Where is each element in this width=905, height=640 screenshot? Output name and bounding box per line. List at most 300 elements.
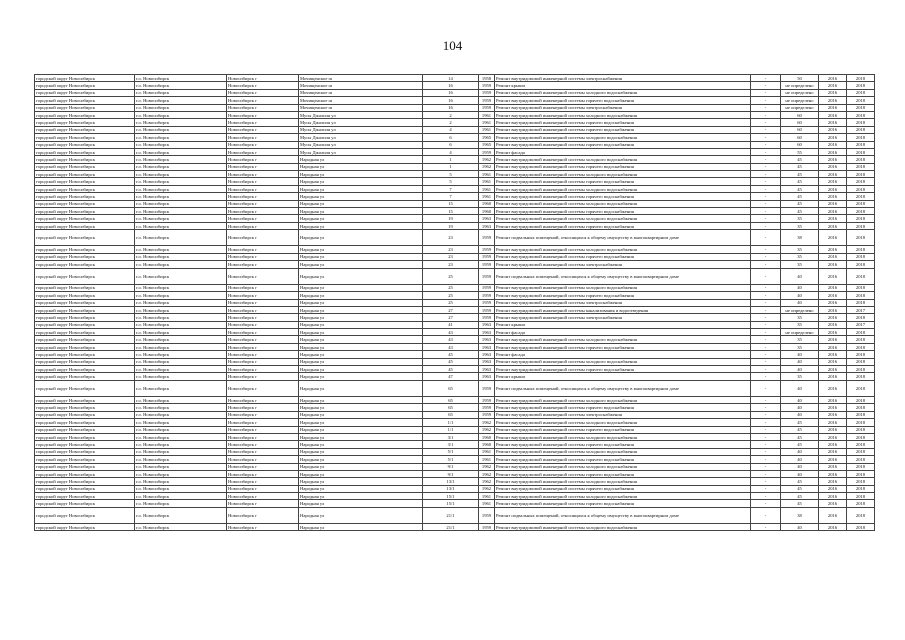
- cell-work-type: Ремонт внутридомовой инженерной системы холодного водоснабжения: [495, 448, 751, 455]
- cell-year-built: 1959: [479, 284, 495, 291]
- cell-street: Народная ул: [299, 419, 423, 426]
- cell-settlement: г.о. Новосибирск: [135, 411, 227, 418]
- cell-cost: не определено: [781, 329, 819, 336]
- table-row: [35, 208, 875, 215]
- cell-settlement: г.о. Новосибирск: [135, 284, 227, 291]
- cell-year-start: 2016: [819, 178, 847, 185]
- cell-year-end: 2018: [847, 97, 875, 104]
- cell-cost: 35: [781, 343, 819, 350]
- cell-cost: 40: [781, 456, 819, 463]
- cell-house-number: 47: [423, 373, 479, 380]
- cell-year-end: 2018: [847, 253, 875, 260]
- cell-cost: 45: [781, 178, 819, 185]
- cell-street: Народная ул: [299, 366, 423, 373]
- cell-dash: -: [751, 82, 781, 89]
- cell-work-type: Ремонт внутридомовой инженерной системы холодного водоснабжения: [495, 493, 751, 500]
- cell-work-type: Ремонт крыши: [495, 373, 751, 380]
- cell-year-end: 2018: [847, 185, 875, 192]
- cell-municipality: городской округ Новосибирск: [35, 380, 135, 396]
- cell-house-number: 2: [423, 119, 479, 126]
- cell-city: Новосибирск г: [227, 292, 299, 299]
- table-row: [35, 171, 875, 178]
- cell-municipality: городской округ Новосибирск: [35, 448, 135, 455]
- cell-dash: -: [751, 292, 781, 299]
- cell-year-built: 1961: [479, 178, 495, 185]
- cell-cost: 35: [781, 261, 819, 268]
- cell-street: Мусы Джалиля ул: [299, 141, 423, 148]
- cell-year-start: 2016: [819, 163, 847, 170]
- cell-street: Народная ул: [299, 299, 423, 306]
- cell-year-built: 1959: [479, 380, 495, 396]
- cell-cost: 45: [781, 193, 819, 200]
- cell-municipality: городской округ Новосибирск: [35, 185, 135, 192]
- cell-work-type: Ремонт подвальных помещений, относящихся к общему имуществу в многоквартирном доме: [495, 507, 751, 523]
- cell-work-type: Ремонт фасада: [495, 148, 751, 155]
- cell-year-end: 2018: [847, 156, 875, 163]
- cell-cost: 45: [781, 171, 819, 178]
- table-row: [35, 178, 875, 185]
- cell-municipality: городской округ Новосибирск: [35, 193, 135, 200]
- cell-work-type: Ремонт внутридомовой инженерной системы холодного водоснабжения: [495, 397, 751, 404]
- cell-city: Новосибирск г: [227, 261, 299, 268]
- table-row: [35, 314, 875, 321]
- cell-settlement: г.о. Новосибирск: [135, 185, 227, 192]
- cell-municipality: городской округ Новосибирск: [35, 268, 135, 284]
- cell-year-start: 2016: [819, 292, 847, 299]
- table-row: [35, 148, 875, 155]
- cell-year-built: 1959: [479, 89, 495, 96]
- table-row: [35, 193, 875, 200]
- table-body: [35, 75, 875, 531]
- cell-work-type: Ремонт внутридомовой инженерной системы горячего водоснабжения: [495, 292, 751, 299]
- cell-dash: -: [751, 433, 781, 440]
- cell-city: Новосибирск г: [227, 321, 299, 328]
- cell-municipality: городской округ Новосибирск: [35, 200, 135, 207]
- cell-work-type: Ремонт внутридомовой инженерной системы горячего водоснабжения: [495, 485, 751, 492]
- capital-repair-table: [34, 74, 875, 531]
- cell-municipality: городской округ Новосибирск: [35, 119, 135, 126]
- cell-year-built: 1961: [479, 448, 495, 455]
- cell-house-number: 5/1: [423, 456, 479, 463]
- cell-year-built: 1963: [479, 222, 495, 229]
- cell-municipality: городской округ Новосибирск: [35, 397, 135, 404]
- cell-settlement: г.о. Новосибирск: [135, 246, 227, 253]
- cell-house-number: 6: [423, 134, 479, 141]
- cell-settlement: г.о. Новосибирск: [135, 208, 227, 215]
- cell-street: Народная ул: [299, 156, 423, 163]
- cell-year-built: 1959: [479, 306, 495, 313]
- cell-street: Народная ул: [299, 493, 423, 500]
- cell-settlement: г.о. Новосибирск: [135, 500, 227, 507]
- cell-city: Новосибирск г: [227, 163, 299, 170]
- cell-settlement: г.о. Новосибирск: [135, 397, 227, 404]
- cell-street: Народная ул: [299, 261, 423, 268]
- cell-year-built: 1959: [479, 246, 495, 253]
- cell-year-built: 1963: [479, 351, 495, 358]
- cell-settlement: г.о. Новосибирск: [135, 433, 227, 440]
- cell-house-number: 13/1: [423, 485, 479, 492]
- cell-municipality: городской округ Новосибирск: [35, 178, 135, 185]
- cell-house-number: 1/1: [423, 426, 479, 433]
- cell-city: Новосибирск г: [227, 119, 299, 126]
- cell-cost: 40: [781, 351, 819, 358]
- cell-year-start: 2016: [819, 156, 847, 163]
- cell-year-built: 1959: [479, 97, 495, 104]
- cell-work-type: Ремонт внутридомовой инженерной системы электроснабжения: [495, 104, 751, 111]
- cell-municipality: городской округ Новосибирск: [35, 97, 135, 104]
- cell-house-number: 19: [423, 222, 479, 229]
- cell-year-built: 1961: [479, 119, 495, 126]
- cell-year-start: 2016: [819, 441, 847, 448]
- cell-year-built: 1961: [479, 185, 495, 192]
- cell-street: Народная ул: [299, 507, 423, 523]
- cell-year-end: 2018: [847, 75, 875, 82]
- cell-cost: 45: [781, 185, 819, 192]
- cell-cost: 35: [781, 222, 819, 229]
- cell-year-start: 2016: [819, 397, 847, 404]
- cell-street: Народная ул: [299, 321, 423, 328]
- cell-year-built: 1961: [479, 111, 495, 118]
- cell-dash: -: [751, 493, 781, 500]
- table-row: [35, 246, 875, 253]
- cell-year-end: 2018: [847, 493, 875, 500]
- cell-house-number: 43: [423, 329, 479, 336]
- cell-house-number: 16: [423, 89, 479, 96]
- cell-dash: -: [751, 524, 781, 531]
- cell-year-start: 2016: [819, 314, 847, 321]
- cell-street: Народная ул: [299, 456, 423, 463]
- cell-year-built: 1958: [479, 75, 495, 82]
- cell-street: Народная ул: [299, 336, 423, 343]
- cell-year-built: 1963: [479, 215, 495, 222]
- cell-street: Народная ул: [299, 426, 423, 433]
- cell-municipality: городской округ Новосибирск: [35, 463, 135, 470]
- cell-year-end: 2018: [847, 119, 875, 126]
- cell-work-type: Ремонт внутридомовой инженерной системы горячего водоснабжения: [495, 163, 751, 170]
- cell-house-number: 19: [423, 215, 479, 222]
- cell-work-type: Ремонт внутридомовой инженерной системы электроснабжения: [495, 314, 751, 321]
- cell-year-built: 1962: [479, 485, 495, 492]
- cell-street: Мусы Джалиля ул: [299, 134, 423, 141]
- cell-house-number: 25: [423, 292, 479, 299]
- cell-house-number: 15: [423, 200, 479, 207]
- cell-settlement: г.о. Новосибирск: [135, 470, 227, 477]
- cell-municipality: городской округ Новосибирск: [35, 156, 135, 163]
- cell-municipality: городской округ Новосибирск: [35, 148, 135, 155]
- cell-street: Народная ул: [299, 358, 423, 365]
- cell-street: Народная ул: [299, 230, 423, 246]
- cell-work-type: Ремонт внутридомовой инженерной системы горячего водоснабжения: [495, 141, 751, 148]
- cell-dash: -: [751, 380, 781, 396]
- cell-dash: -: [751, 500, 781, 507]
- cell-city: Новосибирск г: [227, 306, 299, 313]
- cell-dash: -: [751, 321, 781, 328]
- cell-year-start: 2016: [819, 306, 847, 313]
- cell-settlement: г.о. Новосибирск: [135, 456, 227, 463]
- cell-cost: не определено: [781, 104, 819, 111]
- cell-city: Новосибирск г: [227, 148, 299, 155]
- cell-dash: -: [751, 104, 781, 111]
- cell-cost: 60: [781, 134, 819, 141]
- cell-year-built: 1959: [479, 507, 495, 523]
- cell-city: Новосибирск г: [227, 507, 299, 523]
- cell-dash: -: [751, 463, 781, 470]
- cell-year-start: 2016: [819, 104, 847, 111]
- cell-street: Народная ул: [299, 246, 423, 253]
- table-row: [35, 485, 875, 492]
- cell-year-start: 2016: [819, 148, 847, 155]
- cell-year-end: 2018: [847, 329, 875, 336]
- cell-street: Народная ул: [299, 178, 423, 185]
- cell-street: Народная ул: [299, 193, 423, 200]
- cell-dash: -: [751, 89, 781, 96]
- cell-street: Народная ул: [299, 343, 423, 350]
- cell-year-start: 2016: [819, 448, 847, 455]
- cell-year-end: 2018: [847, 507, 875, 523]
- cell-work-type: Ремонт внутридомовой инженерной системы холодного водоснабжения: [495, 200, 751, 207]
- table-row: [35, 321, 875, 328]
- cell-municipality: городской округ Новосибирск: [35, 75, 135, 82]
- cell-year-start: 2016: [819, 208, 847, 215]
- cell-year-end: 2018: [847, 89, 875, 96]
- cell-cost: 45: [781, 200, 819, 207]
- cell-cost: 60: [781, 141, 819, 148]
- cell-house-number: 65: [423, 411, 479, 418]
- cell-cost: 40: [781, 299, 819, 306]
- table-row: [35, 397, 875, 404]
- cell-work-type: Ремонт внутридомовой инженерной системы электроснабжения: [495, 411, 751, 418]
- cell-street: Народная ул: [299, 284, 423, 291]
- cell-house-number: 9/1: [423, 470, 479, 477]
- cell-city: Новосибирск г: [227, 343, 299, 350]
- cell-year-start: 2016: [819, 230, 847, 246]
- cell-year-end: 2018: [847, 397, 875, 404]
- cell-dash: -: [751, 470, 781, 477]
- cell-cost: 35: [781, 215, 819, 222]
- cell-settlement: г.о. Новосибирск: [135, 478, 227, 485]
- table-row: [35, 261, 875, 268]
- cell-city: Новосибирск г: [227, 178, 299, 185]
- cell-house-number: 13/1: [423, 478, 479, 485]
- cell-dash: -: [751, 111, 781, 118]
- cell-city: Новосибирск г: [227, 246, 299, 253]
- cell-city: Новосибирск г: [227, 485, 299, 492]
- cell-municipality: городской округ Новосибирск: [35, 373, 135, 380]
- cell-year-start: 2016: [819, 111, 847, 118]
- cell-work-type: Ремонт внутридомовой инженерной системы горячего водоснабжения: [495, 253, 751, 260]
- cell-house-number: 45: [423, 366, 479, 373]
- cell-dash: -: [751, 404, 781, 411]
- cell-municipality: городской округ Новосибирск: [35, 306, 135, 313]
- cell-year-start: 2016: [819, 134, 847, 141]
- cell-work-type: Ремонт внутридомовой инженерной системы горячего водоснабжения: [495, 343, 751, 350]
- cell-house-number: 1: [423, 163, 479, 170]
- cell-house-number: 23: [423, 261, 479, 268]
- cell-cost: 45: [781, 426, 819, 433]
- cell-house-number: 23: [423, 246, 479, 253]
- cell-year-built: 1962: [479, 163, 495, 170]
- cell-year-built: 1965: [479, 134, 495, 141]
- cell-year-end: 2018: [847, 524, 875, 531]
- cell-year-start: 2016: [819, 463, 847, 470]
- cell-year-end: 2018: [847, 456, 875, 463]
- cell-year-built: 1961: [479, 493, 495, 500]
- cell-year-end: 2018: [847, 178, 875, 185]
- table-row: [35, 470, 875, 477]
- cell-city: Новосибирск г: [227, 193, 299, 200]
- cell-work-type: Ремонт внутридомовой инженерной системы холодного водоснабжения: [495, 215, 751, 222]
- cell-year-start: 2016: [819, 284, 847, 291]
- cell-cost: 35: [781, 336, 819, 343]
- table-row: [35, 134, 875, 141]
- table-row: [35, 351, 875, 358]
- cell-cost: 35: [781, 314, 819, 321]
- cell-municipality: городской округ Новосибирск: [35, 351, 135, 358]
- cell-street: Народная ул: [299, 411, 423, 418]
- cell-house-number: 16: [423, 97, 479, 104]
- cell-dash: -: [751, 426, 781, 433]
- cell-dash: -: [751, 141, 781, 148]
- cell-house-number: 23: [423, 230, 479, 246]
- cell-house-number: 4: [423, 126, 479, 133]
- cell-settlement: г.о. Новосибирск: [135, 524, 227, 531]
- cell-year-end: 2018: [847, 404, 875, 411]
- cell-year-start: 2016: [819, 426, 847, 433]
- cell-year-start: 2016: [819, 456, 847, 463]
- cell-year-end: 2018: [847, 336, 875, 343]
- cell-house-number: 2: [423, 111, 479, 118]
- cell-dash: -: [751, 134, 781, 141]
- cell-city: Новосибирск г: [227, 470, 299, 477]
- cell-dash: -: [751, 448, 781, 455]
- cell-work-type: Ремонт крыши: [495, 82, 751, 89]
- cell-cost: не определено: [781, 97, 819, 104]
- cell-year-built: 1959: [479, 524, 495, 531]
- cell-street: Народная ул: [299, 268, 423, 284]
- cell-work-type: Ремонт внутридомовой инженерной системы электроснабжения: [495, 261, 751, 268]
- cell-work-type: Ремонт внутридомовой инженерной системы горячего водоснабжения: [495, 426, 751, 433]
- cell-year-end: 2018: [847, 284, 875, 291]
- cell-settlement: г.о. Новосибирск: [135, 111, 227, 118]
- cell-year-end: 2018: [847, 314, 875, 321]
- cell-settlement: г.о. Новосибирск: [135, 358, 227, 365]
- cell-work-type: Ремонт внутридомовой инженерной системы холодного водоснабжения: [495, 89, 751, 96]
- cell-street: Мочищенское ш: [299, 104, 423, 111]
- table-row: [35, 292, 875, 299]
- cell-year-end: 2018: [847, 470, 875, 477]
- cell-year-built: 1959: [479, 268, 495, 284]
- cell-year-built: 1960: [479, 208, 495, 215]
- cell-street: Народная ул: [299, 314, 423, 321]
- cell-year-built: 1959: [479, 397, 495, 404]
- cell-street: Народная ул: [299, 185, 423, 192]
- cell-city: Новосибирск г: [227, 141, 299, 148]
- cell-year-end: 2018: [847, 441, 875, 448]
- table-row: [35, 126, 875, 133]
- cell-work-type: Ремонт внутридомовой инженерной системы горячего водоснабжения: [495, 441, 751, 448]
- cell-dash: -: [751, 156, 781, 163]
- cell-year-built: 1963: [479, 336, 495, 343]
- cell-year-start: 2016: [819, 404, 847, 411]
- cell-municipality: городской округ Новосибирск: [35, 246, 135, 253]
- cell-work-type: Ремонт внутридомовой инженерной системы холодного водоснабжения: [495, 433, 751, 440]
- cell-year-end: 2018: [847, 163, 875, 170]
- cell-settlement: г.о. Новосибирск: [135, 366, 227, 373]
- cell-work-type: Ремонт внутридомовой инженерной системы горячего водоснабжения: [495, 366, 751, 373]
- cell-year-built: 1959: [479, 299, 495, 306]
- cell-municipality: городской округ Новосибирск: [35, 478, 135, 485]
- cell-dash: -: [751, 215, 781, 222]
- cell-dash: -: [751, 336, 781, 343]
- cell-city: Новосибирск г: [227, 97, 299, 104]
- cell-municipality: городской округ Новосибирск: [35, 524, 135, 531]
- cell-municipality: городской округ Новосибирск: [35, 456, 135, 463]
- cell-year-end: 2018: [847, 373, 875, 380]
- capital-repair-table-container: [34, 74, 874, 531]
- cell-year-built: 1961: [479, 126, 495, 133]
- cell-street: Народная ул: [299, 200, 423, 207]
- cell-street: Народная ул: [299, 433, 423, 440]
- cell-year-start: 2016: [819, 351, 847, 358]
- cell-work-type: Ремонт внутридомовой инженерной системы канализования и водоотведения: [495, 306, 751, 313]
- cell-municipality: городской округ Новосибирск: [35, 329, 135, 336]
- cell-work-type: Ремонт внутридомовой инженерной системы холодного водоснабжения: [495, 246, 751, 253]
- cell-settlement: г.о. Новосибирск: [135, 89, 227, 96]
- cell-city: Новосибирск г: [227, 284, 299, 291]
- cell-city: Новосибирск г: [227, 500, 299, 507]
- cell-year-start: 2016: [819, 141, 847, 148]
- cell-year-start: 2016: [819, 215, 847, 222]
- table-row: [35, 111, 875, 118]
- cell-house-number: 6: [423, 141, 479, 148]
- cell-year-end: 2018: [847, 141, 875, 148]
- table-row: [35, 366, 875, 373]
- cell-year-start: 2016: [819, 380, 847, 396]
- cell-municipality: городской округ Новосибирск: [35, 366, 135, 373]
- cell-work-type: Ремонт внутридомовой инженерной системы холодного водоснабжения: [495, 358, 751, 365]
- cell-year-built: 1962: [479, 478, 495, 485]
- cell-city: Новосибирск г: [227, 208, 299, 215]
- cell-city: Новосибирск г: [227, 111, 299, 118]
- cell-work-type: Ремонт внутридомовой инженерной системы холодного водоснабжения: [495, 156, 751, 163]
- cell-year-end: 2018: [847, 268, 875, 284]
- cell-street: Мусы Джалиля ул: [299, 148, 423, 155]
- table-row: [35, 82, 875, 89]
- cell-municipality: городской округ Новосибирск: [35, 163, 135, 170]
- cell-dash: -: [751, 441, 781, 448]
- cell-year-built: 1959: [479, 314, 495, 321]
- cell-dash: -: [751, 208, 781, 215]
- table-row: [35, 299, 875, 306]
- cell-year-built: 1959: [479, 253, 495, 260]
- cell-street: Народная ул: [299, 373, 423, 380]
- cell-year-start: 2016: [819, 470, 847, 477]
- cell-house-number: 16: [423, 104, 479, 111]
- cell-work-type: Ремонт внутридомовой инженерной системы горячего водоснабжения: [495, 208, 751, 215]
- cell-year-end: 2018: [847, 500, 875, 507]
- cell-street: Народная ул: [299, 215, 423, 222]
- cell-settlement: г.о. Новосибирск: [135, 373, 227, 380]
- cell-year-start: 2016: [819, 343, 847, 350]
- cell-year-start: 2016: [819, 373, 847, 380]
- cell-year-built: 1961: [479, 171, 495, 178]
- cell-year-start: 2016: [819, 268, 847, 284]
- cell-city: Новосибирск г: [227, 448, 299, 455]
- cell-year-end: 2018: [847, 433, 875, 440]
- cell-year-start: 2016: [819, 261, 847, 268]
- cell-dash: -: [751, 246, 781, 253]
- cell-cost: 50: [781, 75, 819, 82]
